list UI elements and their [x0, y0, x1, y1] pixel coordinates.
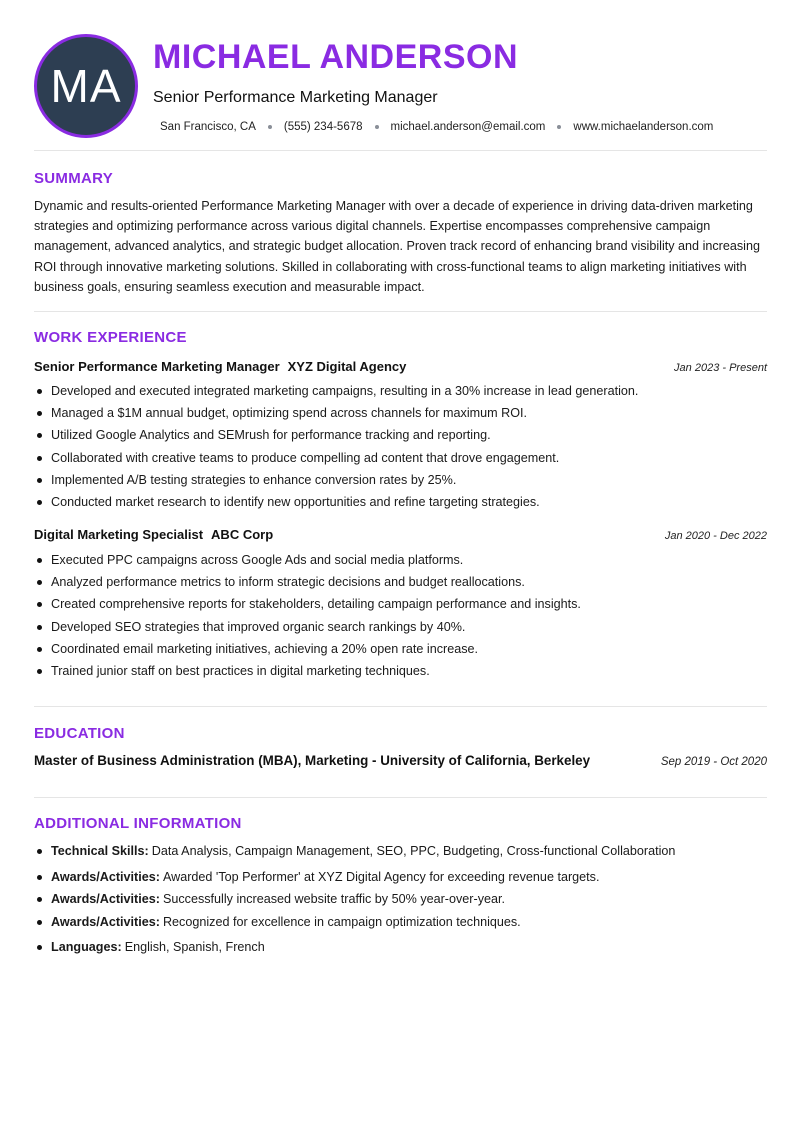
info-label: Awards/Activities:	[51, 892, 160, 906]
contact-separator	[557, 125, 561, 129]
job-role: Digital Marketing Specialist	[34, 527, 204, 542]
list-item: Executed PPC campaigns across Google Ads and social media platforms.	[34, 549, 767, 571]
list-item	[34, 888, 767, 911]
info-label: Awards/Activities:	[51, 914, 160, 929]
education-degree: Master of Business Administration (MBA), Marketing - University of California, Berkeley	[34, 753, 591, 768]
job-header	[34, 358, 767, 376]
info-label: Technical Skills:	[51, 844, 149, 858]
contact-row	[160, 121, 713, 133]
list-item: Managed a $1M annual budget, optimizing spend across channels for maximum ROI.	[34, 402, 767, 424]
list-item: Coordinated email marketing initiatives, achieving a 20% open rate increase.	[34, 638, 767, 660]
experience-heading: WORK EXPERIENCE	[34, 329, 187, 346]
job-header	[34, 526, 767, 544]
job-role: Senior Performance Marketing Manager	[34, 359, 280, 374]
list-item: Implemented A/B testing strategies to enhance conversion rates by 25%.	[34, 469, 767, 491]
info-label: Awards/Activities:	[51, 869, 160, 884]
list-item: Conducted market research to identify new opportunities and refine targeting strategies.	[34, 491, 767, 513]
info-text: Data Analysis, Campaign Management, SEO, PPC, Budgeting, Cross-functional Collaboration	[151, 844, 676, 858]
list-item: Created comprehensive reports for stakeholders, detailing campaign performance and insights.	[34, 593, 767, 615]
list-item: Collaborated with creative teams to produce compelling ad content that drove engagement.	[34, 447, 767, 469]
job-company: ABC Corp	[211, 527, 274, 542]
list-item: Developed and executed integrated marketing campaigns, resulting in a 30% increase in lead generation.	[34, 380, 767, 402]
contact-separator	[268, 125, 272, 129]
additional-heading: ADDITIONAL INFORMATION	[34, 815, 242, 832]
contact-location: San Francisco, CA	[160, 121, 256, 133]
summary-text: Dynamic and results-oriented Performance Marketing Manager with over a decade of experience in driving data-driven marketing strategies and optimizing performance across various digital channels. Expertise encompasses comprehensive campaign management, advanced analytics, and strategic budget allocation. Proven track record of enhancing brand visibility and increasing ROI through innovative marketing solutions. Skilled in collaborating with cross-functional teams to align marketing initiatives with business goals, ensuring seamless execution and measurable impact.	[34, 199, 760, 294]
education-entry	[34, 753, 767, 768]
job-bullets	[34, 380, 767, 513]
list-item	[34, 840, 767, 863]
job-title-group	[34, 526, 273, 544]
avatar-initials: MA	[50, 60, 122, 112]
list-item: Analyzed performance metrics to inform strategic decisions and budget reallocations.	[34, 571, 767, 593]
divider	[34, 797, 767, 798]
list-item	[34, 911, 767, 934]
candidate-name: MICHAEL ANDERSON	[153, 38, 519, 76]
education-heading: EDUCATION	[34, 725, 125, 742]
avatar	[34, 34, 138, 138]
summary-heading: SUMMARY	[34, 170, 114, 187]
list-item	[34, 936, 767, 959]
divider	[34, 311, 767, 312]
list-item: Utilized Google Analytics and SEMrush for performance tracking and reporting.	[34, 424, 767, 446]
job-bullets	[34, 549, 767, 682]
divider	[34, 706, 767, 707]
education-dates: Sep 2019 - Oct 2020	[660, 756, 767, 768]
info-label: Languages:	[51, 940, 122, 954]
job-title-group	[34, 358, 406, 376]
job-company: XYZ Digital Agency	[287, 359, 407, 374]
contact-email[interactable]: michael.anderson@email.com	[390, 121, 546, 133]
list-item: Trained junior staff on best practices in digital marketing techniques.	[34, 660, 767, 682]
additional-list	[34, 840, 767, 959]
contact-phone: (555) 234-5678	[283, 121, 363, 133]
list-item: Developed SEO strategies that improved organic search rankings by 40%.	[34, 616, 767, 638]
candidate-title: Senior Performance Marketing Manager	[153, 89, 438, 106]
list-item	[34, 866, 767, 889]
info-text: Successfully increased website traffic by 50% year-over-year.	[162, 892, 506, 906]
info-text: English, Spanish, French	[124, 940, 265, 954]
contact-separator	[375, 125, 379, 129]
info-text: Awarded 'Top Performer' at XYZ Digital Agency for exceeding revenue targets.	[162, 869, 600, 884]
contact-website[interactable]: www.michaelanderson.com	[573, 121, 714, 133]
job-dates: Jan 2023 - Present	[674, 362, 767, 374]
divider	[34, 150, 767, 151]
info-text: Recognized for excellence in campaign optimization techniques.	[162, 914, 521, 929]
job-dates: Jan 2020 - Dec 2022	[664, 530, 767, 542]
